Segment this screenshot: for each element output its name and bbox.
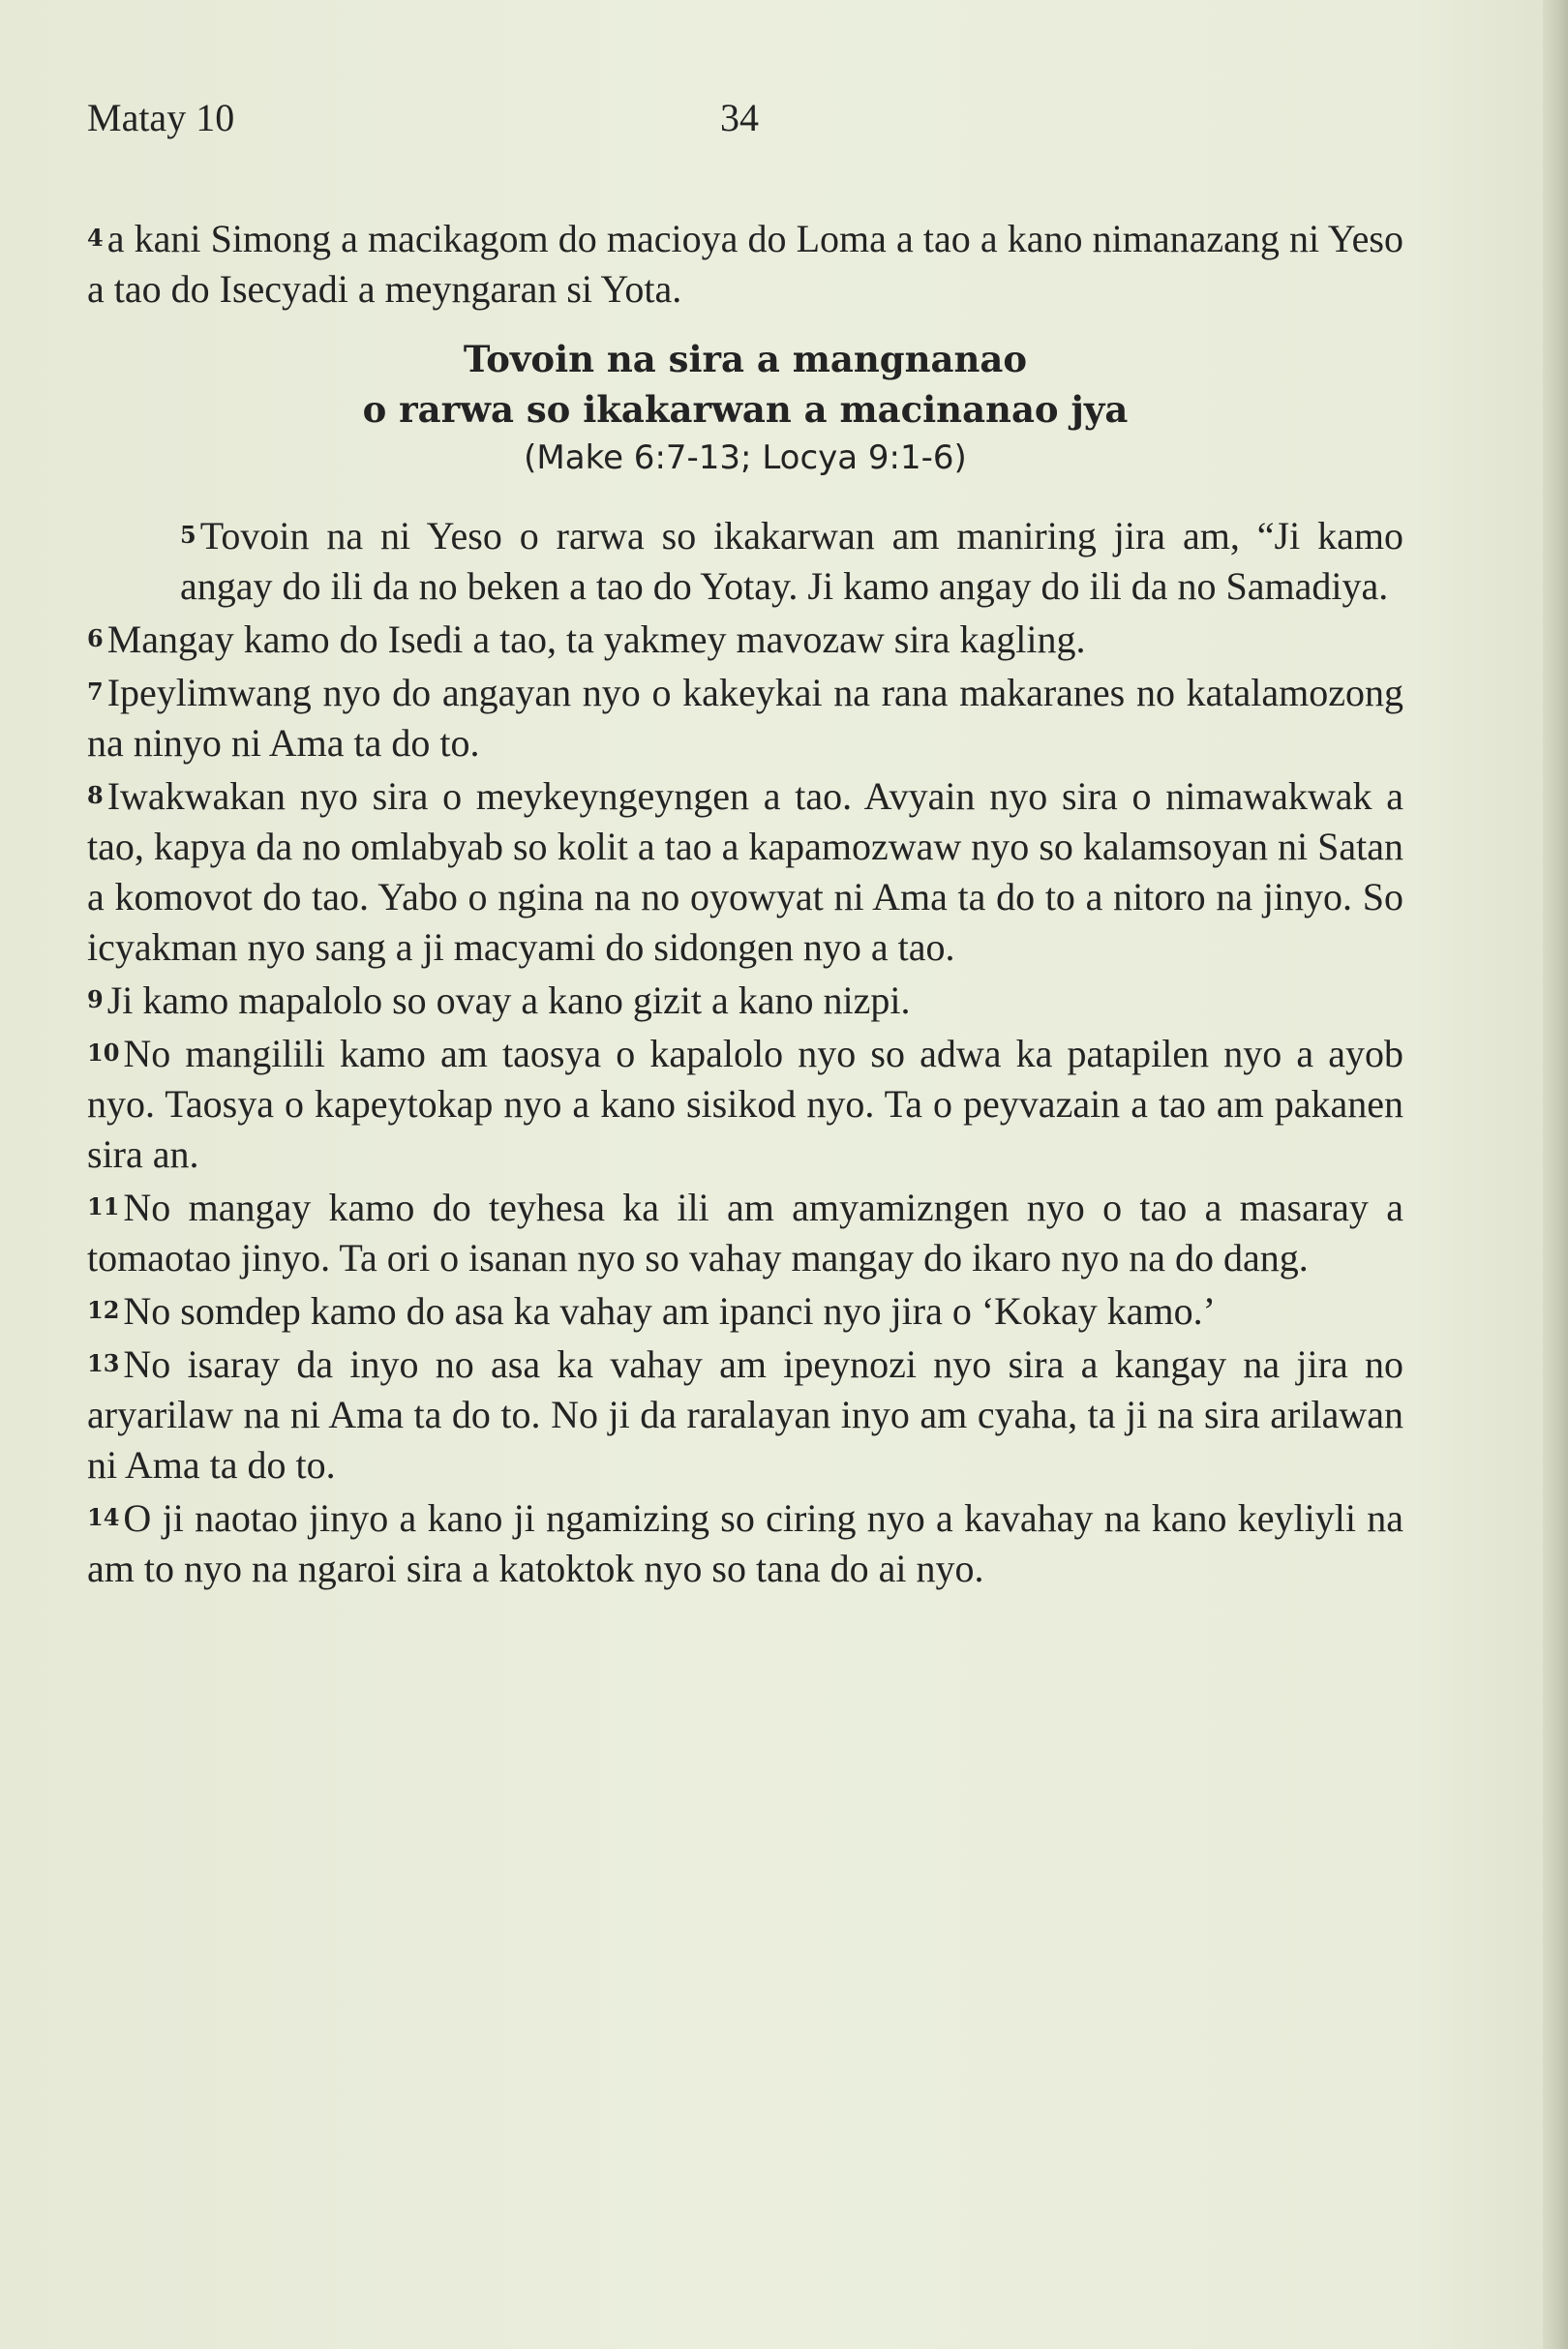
verse-8 — [87, 770, 1403, 973]
verse-number: 9 — [87, 985, 104, 1013]
verse-text: Mangay kamo do Isedi a tao, ta yakmey mavozaw sira kagling. — [106, 617, 1086, 661]
page-header — [87, 95, 1403, 153]
verse-number: 6 — [87, 624, 104, 652]
section-title-line-1: Tovoin na sira a mangnanao — [463, 338, 1028, 380]
verse-5 — [87, 510, 1403, 612]
verse-text: No isaray da inyo no asa ka vahay am ipeynozi nyo sira a kangay na jira no aryarilaw na ni Ama ta do to. No ji da raralayan inyo am cyaha, ta ji na sira arilawan ni Ama ta do to. — [87, 1342, 1403, 1487]
verse-6 — [87, 614, 1403, 665]
verse-text: a kani Simong a macikagom do macioya do Loma a tao a kano nimanazang ni Yeso a tao do Isecyadi a meyngaran si Yota. — [87, 217, 1403, 311]
running-head: Matay 10 — [87, 96, 235, 139]
verse-4 — [87, 213, 1403, 315]
verse-number: 11 — [87, 1192, 120, 1220]
verse-number: 14 — [87, 1503, 120, 1531]
verse-text: No mangilili kamo am taosya o kapalolo nyo so adwa ka patapilen nyo a ayob nyo. Taosya o kapeytokap nyo a kano sisikod nyo. Ta o peyvazain a tao am pakanen sira an. — [87, 1032, 1403, 1176]
verse-11 — [87, 1182, 1403, 1283]
verse-text: Ji kamo mapalolo so ovay a kano gizit a kano nizpi. — [106, 979, 911, 1022]
verse-text: Iwakwakan nyo sira o meykeyngeyngen a tao. Avyain nyo sira o nimawakwak a tao, kapya da no omlabyab so kolit a tao a kapamozwaw nyo so kalamsoyan ni Satan a komovot do tao. Yabo o ngina na no oyowyat ni Ama ta do to a nitoro na jinyo. So icyakman nyo sang a ji macyami do sidongen nyo a tao. — [87, 774, 1403, 969]
page-number: 34 — [720, 96, 759, 139]
verse-number: 13 — [87, 1349, 120, 1377]
verse-number: 5 — [180, 521, 196, 549]
section-title-line-2: o rarwa so ikakarwan a macinanao jya — [362, 388, 1129, 431]
section-reference: (Make 6:7-13; Locya 9:1-6) — [524, 438, 967, 477]
verse-number: 8 — [87, 781, 104, 809]
section-heading — [87, 334, 1403, 481]
verse-13 — [87, 1339, 1403, 1491]
verse-10 — [87, 1028, 1403, 1180]
verse-text: O ji naotao jinyo a kano ji ngamizing so ciring nyo a kavahay na kano keyliyli na am to nyo na ngaroi sira a katoktok nyo so tana do ai nyo. — [87, 1496, 1403, 1590]
verse-text: Tovoin na ni Yeso o rarwa so ikakarwan am maniring jira am, “Ji kamo angay do ili da no beken a tao do Yotay. Ji kamo angay do ili da no Samadiya. — [180, 514, 1403, 608]
verse-14 — [87, 1492, 1403, 1594]
verse-text: Ipeylimwang nyo do angayan nyo o kakeykai na rana makaranes no katalamozong na ninyo ni Ama ta do to. — [87, 671, 1403, 765]
book-spine-edge — [1543, 0, 1568, 2349]
verse-number: 4 — [87, 224, 104, 252]
verse-number: 7 — [87, 678, 104, 706]
page-body — [87, 213, 1403, 1596]
verse-7 — [87, 667, 1403, 768]
verse-text: No mangay kamo do teyhesa ka ili am amyamizngen nyo o tao a masaray a tomaotao jinyo. Ta ori o isanan nyo so vahay mangay do ikaro nyo na do dang. — [87, 1186, 1403, 1280]
verse-text: No somdep kamo do asa ka vahay am ipanci nyo jira o ‘Kokay kamo.’ — [123, 1289, 1216, 1333]
verse-number: 10 — [87, 1039, 120, 1067]
verse-9 — [87, 975, 1403, 1026]
verse-number: 12 — [87, 1296, 120, 1324]
verse-12 — [87, 1285, 1403, 1337]
